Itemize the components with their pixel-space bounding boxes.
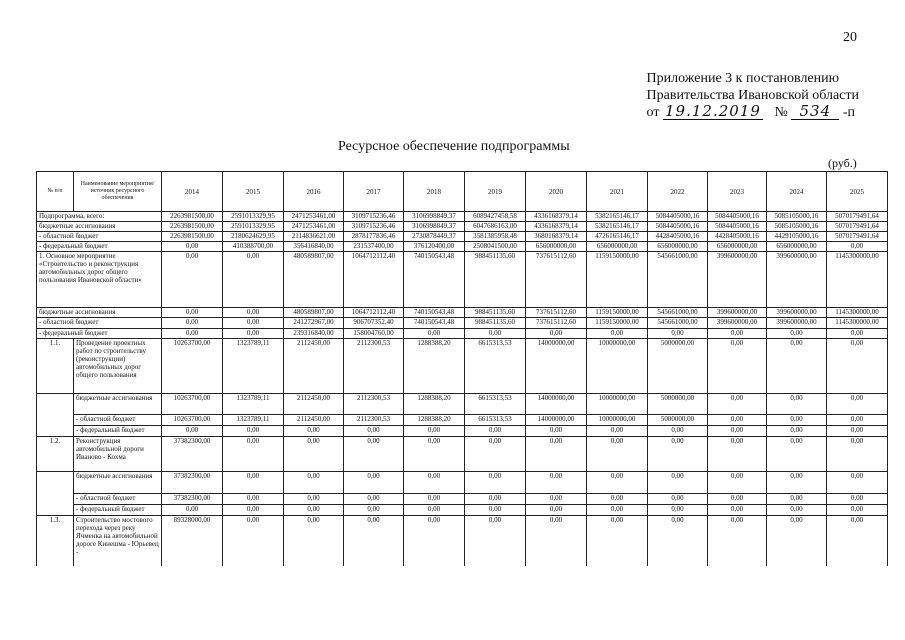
row-value: 0,00 bbox=[162, 242, 223, 252]
row-name: бюджетные ассигнования bbox=[37, 308, 162, 318]
row-value: 0,00 bbox=[587, 505, 648, 516]
row-value: 0,00 bbox=[827, 242, 888, 252]
row-value: 656000000,00 bbox=[587, 242, 648, 252]
row-value: 0,00 bbox=[827, 426, 888, 437]
row-value: 5085105000,16 bbox=[767, 212, 827, 222]
col-header-year: 2021 bbox=[587, 172, 648, 212]
row-value: 3109715236,46 bbox=[344, 222, 404, 232]
row-value: 0,00 bbox=[767, 472, 827, 494]
row-value: 1159150000,00 bbox=[587, 318, 648, 329]
row-value: 4428405000,16 bbox=[708, 232, 767, 242]
row-name: Проведение проектных работ по строительству (реконструкции) автомобильных дорог общего пользования bbox=[74, 339, 162, 394]
row-value: 1288388,20 bbox=[404, 415, 465, 426]
row-value: 0,00 bbox=[344, 472, 404, 494]
row-value: 0,00 bbox=[587, 329, 648, 339]
table-row bbox=[37, 329, 888, 339]
row-name: бюджетные ассигнования bbox=[74, 394, 162, 415]
row-value: 0,00 bbox=[284, 426, 344, 437]
row-value: 0,00 bbox=[223, 505, 284, 516]
row-value: 399600000,00 bbox=[767, 252, 827, 308]
row-value: 0,00 bbox=[648, 505, 708, 516]
table-row bbox=[37, 339, 888, 394]
row-value: 5000000,00 bbox=[648, 339, 708, 394]
row-value: 0,00 bbox=[767, 394, 827, 415]
table-row bbox=[37, 222, 888, 232]
row-value: 0,00 bbox=[465, 329, 526, 339]
row-value: 0,00 bbox=[648, 437, 708, 472]
row-value: 0,00 bbox=[344, 494, 404, 505]
row-value: 0,00 bbox=[223, 329, 284, 339]
row-value: 0,00 bbox=[648, 494, 708, 505]
row-value: 0,00 bbox=[827, 394, 888, 415]
row-value: 6615313,53 bbox=[465, 339, 526, 394]
row-value: 1064712112,40 bbox=[344, 252, 404, 308]
row-value: 0,00 bbox=[404, 505, 465, 516]
row-name: 1. Основное мероприятие «Строительство и реконструкция автомобильных дорог общего пользования Ивановской области» bbox=[37, 252, 162, 308]
row-value: 656000000,00 bbox=[526, 242, 587, 252]
row-value: 5070179491,64 bbox=[827, 232, 888, 242]
row-value: 2730878449,37 bbox=[404, 232, 465, 242]
table-header-row bbox=[37, 172, 888, 212]
row-value: 0,00 bbox=[344, 516, 404, 566]
row-code-empty bbox=[37, 394, 74, 415]
row-value: 0,00 bbox=[162, 505, 223, 516]
row-value: 737615112,60 bbox=[526, 252, 587, 308]
row-value: 0,00 bbox=[284, 437, 344, 472]
row-value: 37382300,00 bbox=[162, 472, 223, 494]
col-header-number: № п/п bbox=[37, 172, 74, 212]
row-value: 906707352,40 bbox=[344, 318, 404, 329]
row-value: 4336168379,14 bbox=[526, 222, 587, 232]
row-value: 14000000,00 bbox=[526, 339, 587, 394]
row-value: 2114836621,00 bbox=[284, 232, 344, 242]
row-value: 0,00 bbox=[526, 472, 587, 494]
row-value: 0,00 bbox=[587, 472, 648, 494]
col-header-year: 2019 bbox=[465, 172, 526, 212]
row-value: 0,00 bbox=[284, 505, 344, 516]
row-name: Реконструкция автомобильной дороги Иваново - Кохма bbox=[74, 437, 162, 472]
row-value: 0,00 bbox=[708, 505, 767, 516]
row-value: 1145300000,00 bbox=[827, 252, 888, 308]
row-value: 10263700,00 bbox=[162, 339, 223, 394]
row-value: 0,00 bbox=[708, 329, 767, 339]
row-value: 0,00 bbox=[465, 505, 526, 516]
row-value: 2263981500,00 bbox=[162, 232, 223, 242]
table-row bbox=[37, 232, 888, 242]
row-value: 988451135,60 bbox=[465, 318, 526, 329]
row-value: 740150543,48 bbox=[404, 308, 465, 318]
row-value: 0,00 bbox=[827, 505, 888, 516]
row-value: 0,00 bbox=[465, 426, 526, 437]
row-value: 14000000,00 bbox=[526, 394, 587, 415]
row-value: 5084405000,16 bbox=[708, 212, 767, 222]
col-header-year: 2020 bbox=[526, 172, 587, 212]
row-name: - федеральный бюджет bbox=[37, 242, 162, 252]
row-value: 0,00 bbox=[223, 426, 284, 437]
col-header-year: 2018 bbox=[404, 172, 465, 212]
col-header-year: 2015 bbox=[223, 172, 284, 212]
row-value: 0,00 bbox=[587, 494, 648, 505]
row-value: 239316840,00 bbox=[284, 329, 344, 339]
row-value: 0,00 bbox=[162, 252, 223, 308]
row-value: 740150543,48 bbox=[404, 252, 465, 308]
row-value: 5382165146,17 bbox=[587, 222, 648, 232]
row-value: 0,00 bbox=[767, 505, 827, 516]
col-header-year: 2016 bbox=[284, 172, 344, 212]
row-value: 0,00 bbox=[827, 494, 888, 505]
row-code-empty bbox=[37, 426, 74, 437]
row-value: 0,00 bbox=[526, 505, 587, 516]
row-value: 1323789,11 bbox=[223, 394, 284, 415]
row-value: 0,00 bbox=[767, 516, 827, 566]
row-value: 0,00 bbox=[827, 472, 888, 494]
row-code-empty bbox=[37, 505, 74, 516]
row-value: 0,00 bbox=[827, 516, 888, 566]
row-value: 399600000,00 bbox=[767, 308, 827, 318]
row-value: 0,00 bbox=[767, 437, 827, 472]
number-sign: № bbox=[774, 105, 788, 120]
row-value: 0,00 bbox=[404, 516, 465, 566]
row-value: 0,00 bbox=[223, 516, 284, 566]
row-code: 1.2. bbox=[37, 437, 74, 472]
row-value: 0,00 bbox=[587, 437, 648, 472]
row-value: 3680168379,14 bbox=[526, 232, 587, 242]
row-value: 0,00 bbox=[708, 415, 767, 426]
handwritten-date: 19.12.2019 bbox=[663, 104, 763, 120]
row-value: 0,00 bbox=[404, 426, 465, 437]
row-value: 10000000,00 bbox=[587, 339, 648, 394]
appendix-line-2: Правительства Ивановской области bbox=[646, 88, 859, 103]
row-value: 0,00 bbox=[284, 494, 344, 505]
row-name: - областной бюджет bbox=[37, 318, 162, 329]
currency-unit: (руб.) bbox=[828, 156, 857, 170]
table-row bbox=[37, 437, 888, 472]
row-value: 231537400,00 bbox=[344, 242, 404, 252]
row-value: 0,00 bbox=[648, 426, 708, 437]
row-value: 356416840,00 bbox=[284, 242, 344, 252]
table-row bbox=[37, 415, 888, 426]
row-value: 0,00 bbox=[827, 329, 888, 339]
table-row bbox=[37, 242, 888, 252]
row-value: 656000000,00 bbox=[767, 242, 827, 252]
row-value: 0,00 bbox=[162, 308, 223, 318]
row-value: 2591013329,95 bbox=[223, 212, 284, 222]
row-value: 0,00 bbox=[404, 437, 465, 472]
row-value: 0,00 bbox=[708, 426, 767, 437]
row-code: 1.3. bbox=[37, 516, 74, 566]
row-value: 4336168379,14 bbox=[526, 212, 587, 222]
row-value: 4429105000,16 bbox=[767, 232, 827, 242]
row-value: 740150543,48 bbox=[404, 318, 465, 329]
row-value: 2471253461,00 bbox=[284, 212, 344, 222]
table-row bbox=[37, 426, 888, 437]
row-value: 0,00 bbox=[526, 437, 587, 472]
col-header-year: 2024 bbox=[767, 172, 827, 212]
row-value: 0,00 bbox=[587, 516, 648, 566]
row-value: 656000000,00 bbox=[708, 242, 767, 252]
row-value: 1145300000,00 bbox=[827, 308, 888, 318]
table-row bbox=[37, 318, 888, 329]
date-prefix: от bbox=[646, 105, 660, 120]
document-title: Ресурсное обеспечение подпрограммы bbox=[338, 139, 570, 154]
table-row bbox=[37, 308, 888, 318]
row-value: 5382165146,17 bbox=[587, 212, 648, 222]
row-value: 1323789,11 bbox=[223, 339, 284, 394]
table-row bbox=[37, 505, 888, 516]
page-number: 20 bbox=[843, 30, 857, 45]
row-value: 0,00 bbox=[284, 516, 344, 566]
row-value: 0,00 bbox=[465, 494, 526, 505]
row-value: 10000000,00 bbox=[587, 415, 648, 426]
table-row bbox=[37, 394, 888, 415]
row-value: 0,00 bbox=[404, 494, 465, 505]
row-value: 0,00 bbox=[223, 308, 284, 318]
row-value: 0,00 bbox=[708, 394, 767, 415]
row-value: 89328000,00 bbox=[162, 516, 223, 566]
row-name: - областной бюджет bbox=[37, 232, 162, 242]
row-name: - федеральный бюджет bbox=[74, 426, 162, 437]
col-header-year: 2017 bbox=[344, 172, 404, 212]
row-value: 5070179491,64 bbox=[827, 222, 888, 232]
row-value: 3581385958,48 bbox=[465, 232, 526, 242]
row-name: - областной бюджет bbox=[74, 494, 162, 505]
row-value: 5084405000,16 bbox=[648, 222, 708, 232]
row-value: 2263981500,00 bbox=[162, 222, 223, 232]
row-value: 399600000,00 bbox=[767, 318, 827, 329]
table-row bbox=[37, 212, 888, 222]
table-row bbox=[37, 252, 888, 308]
row-value: 988451135,60 bbox=[465, 252, 526, 308]
row-value: 6047686163,00 bbox=[465, 222, 526, 232]
row-value: 10263700,00 bbox=[162, 394, 223, 415]
row-value: 0,00 bbox=[767, 426, 827, 437]
row-value: 37382300,00 bbox=[162, 494, 223, 505]
row-value: 3106998849,37 bbox=[404, 222, 465, 232]
row-name: - федеральный бюджет bbox=[37, 329, 162, 339]
row-name: бюджетные ассигнования bbox=[74, 472, 162, 494]
table-row bbox=[37, 494, 888, 505]
row-value: 1288388,20 bbox=[404, 394, 465, 415]
row-name: - федеральный бюджет bbox=[74, 505, 162, 516]
row-value: 0,00 bbox=[526, 329, 587, 339]
row-value: 0,00 bbox=[223, 472, 284, 494]
row-value: 3109715236,46 bbox=[344, 212, 404, 222]
row-value: 656000000,00 bbox=[648, 242, 708, 252]
row-value: 2112300,53 bbox=[344, 394, 404, 415]
row-code-empty bbox=[37, 472, 74, 494]
row-value: 0,00 bbox=[648, 516, 708, 566]
resolution-date-number bbox=[647, 104, 859, 121]
row-name: Строительство мостового перехода через реку Ячменка на автомобильной дороге Кинешма - Юрьевец - bbox=[74, 516, 162, 566]
row-value: 0,00 bbox=[284, 472, 344, 494]
resource-table bbox=[36, 171, 888, 566]
row-name: - областной бюджет bbox=[74, 415, 162, 426]
row-value: 1159150000,00 bbox=[587, 308, 648, 318]
row-code-empty bbox=[37, 494, 74, 505]
row-value: 0,00 bbox=[708, 494, 767, 505]
row-name: Подпрограмма, всего: bbox=[37, 212, 162, 222]
row-value: 0,00 bbox=[404, 472, 465, 494]
row-value: 10000000,00 bbox=[587, 394, 648, 415]
row-value: 158004760,00 bbox=[344, 329, 404, 339]
row-value: 480589807,00 bbox=[284, 308, 344, 318]
row-value: 0,00 bbox=[708, 516, 767, 566]
row-value: 0,00 bbox=[767, 415, 827, 426]
row-name: бюджетные ассигнования bbox=[37, 222, 162, 232]
row-value: 0,00 bbox=[708, 472, 767, 494]
row-value: 0,00 bbox=[223, 252, 284, 308]
row-value: 0,00 bbox=[526, 494, 587, 505]
row-value: 0,00 bbox=[344, 426, 404, 437]
row-value: 545661000,00 bbox=[648, 318, 708, 329]
row-value: 988451135,60 bbox=[465, 308, 526, 318]
row-value: 2112450,00 bbox=[284, 339, 344, 394]
row-value: 0,00 bbox=[223, 318, 284, 329]
row-value: 545661000,00 bbox=[648, 308, 708, 318]
col-header-year: 2014 bbox=[162, 172, 223, 212]
row-value: 0,00 bbox=[526, 516, 587, 566]
row-value: 0,00 bbox=[344, 505, 404, 516]
row-code: 1.1. bbox=[37, 339, 74, 394]
row-value: 241272967,00 bbox=[284, 318, 344, 329]
row-value: 5070179491,64 bbox=[827, 212, 888, 222]
row-value: 376120400,00 bbox=[404, 242, 465, 252]
row-value: 5085105000,16 bbox=[767, 222, 827, 232]
row-value: 14000000,00 bbox=[526, 415, 587, 426]
row-value: 0,00 bbox=[344, 437, 404, 472]
appendix-line-1: Приложение 3 к постановлению bbox=[646, 71, 840, 86]
row-value: 0,00 bbox=[648, 472, 708, 494]
row-value: 4428405000,16 bbox=[648, 232, 708, 242]
row-value: 5000000,00 bbox=[648, 394, 708, 415]
row-value: 737615112,60 bbox=[526, 308, 587, 318]
row-value: 4726165146,17 bbox=[587, 232, 648, 242]
row-value: 399600000,00 bbox=[708, 308, 767, 318]
row-value: 0,00 bbox=[767, 339, 827, 394]
table-row bbox=[37, 472, 888, 494]
row-value: 0,00 bbox=[767, 494, 827, 505]
row-value: 399600000,00 bbox=[708, 252, 767, 308]
row-value: 2112450,00 bbox=[284, 394, 344, 415]
row-value: 0,00 bbox=[708, 339, 767, 394]
row-value: 410388700,00 bbox=[223, 242, 284, 252]
col-header-year: 2025 bbox=[827, 172, 888, 212]
row-value: 1064712112,40 bbox=[344, 308, 404, 318]
row-value: 480589807,00 bbox=[284, 252, 344, 308]
row-value: 2508041500,00 bbox=[465, 242, 526, 252]
row-value: 6615313,53 bbox=[465, 415, 526, 426]
row-value: 0,00 bbox=[526, 426, 587, 437]
row-value: 6089427458,58 bbox=[465, 212, 526, 222]
row-code-empty bbox=[37, 415, 74, 426]
row-value: 37382300,00 bbox=[162, 437, 223, 472]
row-value: 545661000,00 bbox=[648, 252, 708, 308]
row-value: 0,00 bbox=[162, 329, 223, 339]
row-value: 399600000,00 bbox=[708, 318, 767, 329]
table-row bbox=[37, 516, 888, 566]
row-value: 0,00 bbox=[404, 329, 465, 339]
row-value: 0,00 bbox=[708, 437, 767, 472]
col-header-name: Наименование мероприятия/источник ресурсного обеспечения bbox=[74, 172, 162, 212]
row-value: 2591013329,95 bbox=[223, 222, 284, 232]
row-value: 0,00 bbox=[223, 437, 284, 472]
handwritten-number: 534 bbox=[791, 104, 839, 120]
row-value: 5000000,00 bbox=[648, 415, 708, 426]
row-value: 0,00 bbox=[827, 437, 888, 472]
row-value: 0,00 bbox=[223, 494, 284, 505]
row-value: 737615112,60 bbox=[526, 318, 587, 329]
row-value: 0,00 bbox=[648, 329, 708, 339]
number-suffix: -п bbox=[842, 105, 855, 120]
row-value: 1288388,20 bbox=[404, 339, 465, 394]
row-value: 0,00 bbox=[465, 516, 526, 566]
row-value: 1145300000,00 bbox=[827, 318, 888, 329]
row-value: 1323789,11 bbox=[223, 415, 284, 426]
row-value: 2112300,53 bbox=[344, 339, 404, 394]
col-header-year: 2022 bbox=[648, 172, 708, 212]
row-value: 2112300,53 bbox=[344, 415, 404, 426]
row-value: 0,00 bbox=[767, 329, 827, 339]
row-value: 2878177836,46 bbox=[344, 232, 404, 242]
row-value: 2263981500,00 bbox=[162, 212, 223, 222]
row-value: 1159150000,00 bbox=[587, 252, 648, 308]
row-value: 0,00 bbox=[587, 426, 648, 437]
row-value: 3106998849,37 bbox=[404, 212, 465, 222]
row-value: 0,00 bbox=[827, 415, 888, 426]
row-value: 0,00 bbox=[465, 472, 526, 494]
row-value: 5084405000,16 bbox=[648, 212, 708, 222]
row-value: 6615313,53 bbox=[465, 394, 526, 415]
row-value: 0,00 bbox=[162, 318, 223, 329]
row-value: 0,00 bbox=[162, 426, 223, 437]
col-header-year: 2023 bbox=[708, 172, 767, 212]
row-value: 2471253461,00 bbox=[284, 222, 344, 232]
row-value: 0,00 bbox=[827, 339, 888, 394]
appendix-header bbox=[647, 70, 859, 121]
row-value: 5084405000,16 bbox=[708, 222, 767, 232]
row-value: 2112450,00 bbox=[284, 415, 344, 426]
row-value: 0,00 bbox=[465, 437, 526, 472]
row-value: 10263700,00 bbox=[162, 415, 223, 426]
row-value: 2180624629,95 bbox=[223, 232, 284, 242]
